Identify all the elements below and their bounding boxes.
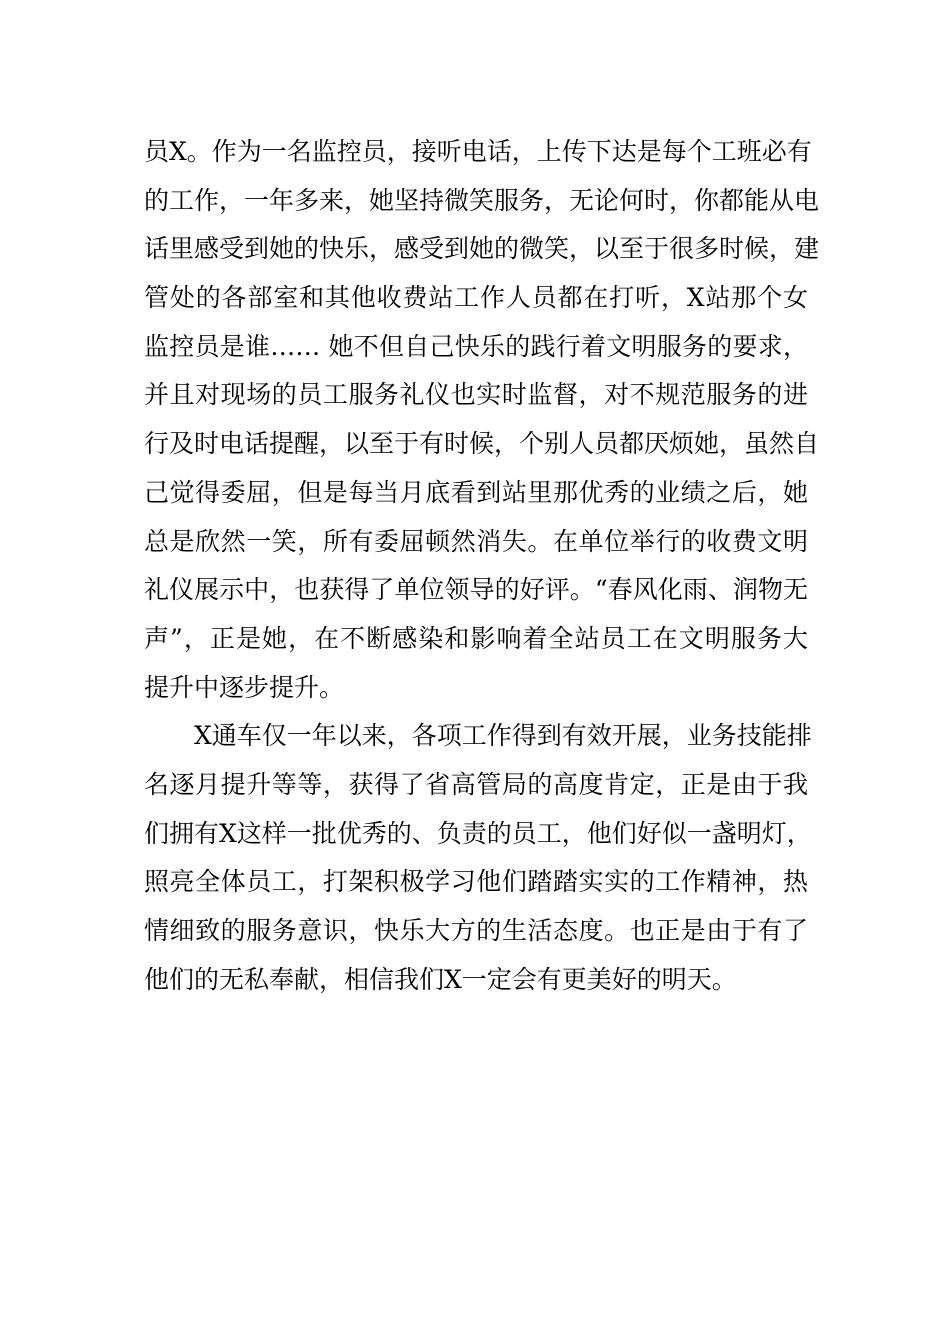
document-body xyxy=(144,128,820,1004)
paragraph-2 xyxy=(144,712,812,1004)
text-line: 们拥有X这样一批优秀的、负责的员工，他们好似一盏明灯， xyxy=(144,818,812,848)
text-line: 监控员是谁…… 她不但自己快乐的践行着文明服务的要求， xyxy=(144,331,808,361)
text-line: 员X。作为一名监控员，接听电话，上传下达是每个工班必有 xyxy=(144,137,812,166)
paragraph-1 xyxy=(144,128,820,712)
text-line: 情细致的服务意识，快乐大方的生活态度。也正是由于有了 xyxy=(144,916,808,945)
text-line: 的工作，一年多来，她坚持微笑服务，无论何时，你都能从电 xyxy=(144,185,820,215)
text-line: 管处的各部室和其他收费站工作人员都在打听，X站那个女 xyxy=(144,283,808,313)
text-line: 行及时电话提醒，以至于有时候，个别人员都厌烦她，虽然自 xyxy=(144,429,820,459)
text-line: 己觉得委屈，但是每当月底看到站里那优秀的业绩之后，她 xyxy=(144,477,808,507)
text-line: 话里感受到她的快乐，感受到她的微笑，以至于很多时候，建 xyxy=(144,234,820,264)
text-line: X通车仅一年以来，各项工作得到有效开展，业务技能排 xyxy=(194,721,812,751)
text-line: 礼仪展示中，也获得了单位领导的好评。“春风化雨、润物无 xyxy=(144,575,808,605)
text-line: 名逐月提升等等，获得了省高管局的高度肯定，正是由于我 xyxy=(144,769,808,799)
text-line: 他们的无私奉献，相信我们X一定会有更美好的明天。 xyxy=(144,964,737,994)
text-line: 并且对现场的员工服务礼仪也实时监督，对不规范服务的进 xyxy=(144,380,808,410)
text-line: 提升中逐步提升。 xyxy=(144,672,345,702)
text-line: 声”，正是她，在不断感染和影响着全站员工在文明服务大 xyxy=(144,623,808,653)
text-line: 照亮全体员工，打架积极学习他们踏踏实实的工作精神，热 xyxy=(144,867,808,897)
text-line: 总是欣然一笑，所有委屈顿然消失。在单位举行的收费文明 xyxy=(144,526,808,556)
